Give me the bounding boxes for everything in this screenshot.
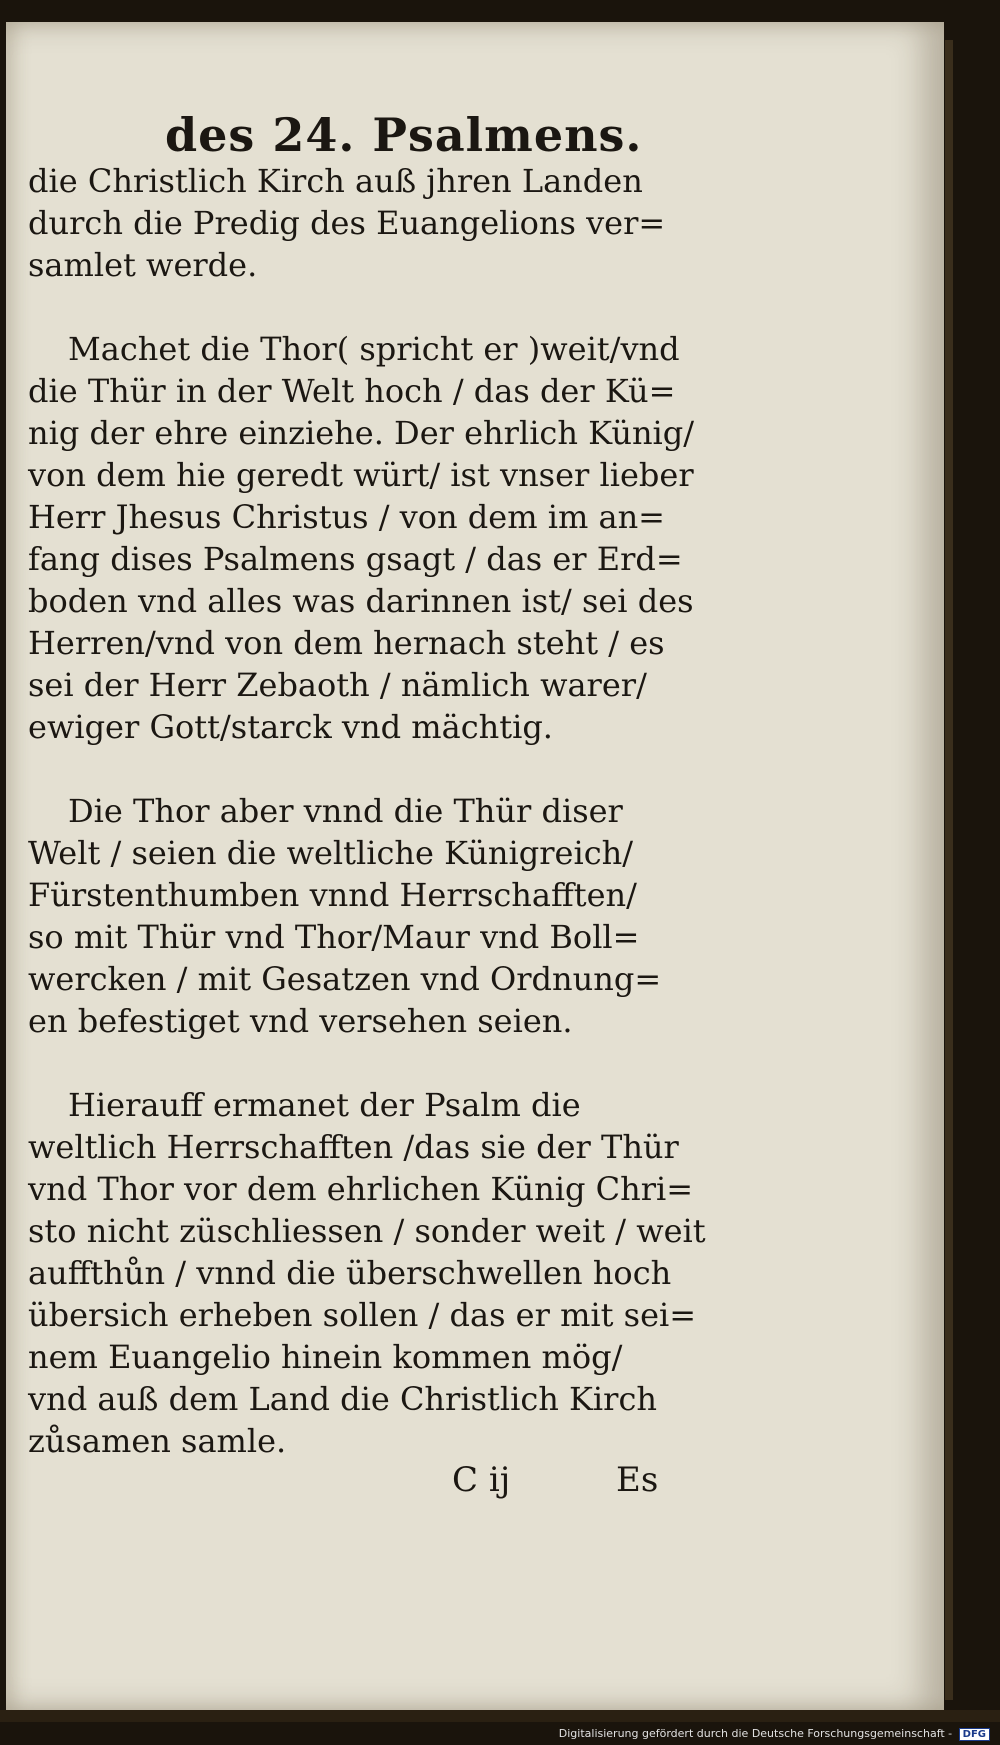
text-line: die Thür in der Welt hoch / das der Kü= (28, 372, 676, 410)
text-line: vnd auß dem Land die Christlich Kirch (28, 1380, 657, 1418)
page-bottom-edge (0, 1710, 1000, 1722)
text-line: en befestiget vnd versehen seien. (28, 1002, 573, 1040)
text-line: boden vnd alles was darinnen ist/ sei des (28, 582, 694, 620)
text-line: sei der Herr Zebaoth / nämlich warer/ (28, 666, 647, 704)
text-line: durch die Predig des Euangelions ver= (28, 204, 666, 242)
text-line: Fürstenthumben vnnd Herrschafften/ (28, 876, 637, 914)
paragraph-4 (28, 1084, 706, 1462)
dfg-logo: DFG (959, 1728, 990, 1741)
credit-text: Digitalisierung gefördert durch die Deutsche Forschungsgemeinschaft - (558, 1727, 953, 1740)
running-head: des 24. Psalmens. (165, 108, 643, 162)
body-text (28, 160, 706, 1504)
digitization-credit (559, 1727, 990, 1741)
text-line: wercken / mit Gesatzen vnd Ordnung= (28, 960, 662, 998)
text-line: Die Thor aber vnnd die Thür diser (68, 792, 623, 830)
text-line: Machet die Thor( spricht er )weit/vnd (68, 330, 680, 368)
text-line: samlet werde. (28, 246, 258, 284)
text-line: ewiger Gott/starck vnd mächtig. (28, 708, 553, 746)
text-line: nem Euangelio hinein kommen mög/ (28, 1338, 623, 1376)
text-line: übersich erheben sollen / das er mit sei= (28, 1296, 697, 1334)
text-line: Hierauff ermanet der Psalm die (68, 1086, 581, 1124)
text-line: so mit Thür vnd Thor/Maur vnd Boll= (28, 918, 640, 956)
paragraph-3 (28, 790, 680, 1042)
text-line: Herr Jhesus Christus / von dem im an= (28, 498, 665, 536)
text-line: Herren/vnd von dem hernach steht / es (28, 624, 665, 662)
text-line: sto nicht züschliessen / sonder weit / weit (28, 1212, 706, 1250)
paragraph-2 (28, 328, 695, 748)
text-line: weltlich Herrschafften /das sie der Thür (28, 1128, 679, 1166)
paragraph-1 (28, 160, 680, 286)
page-edge (945, 40, 953, 1700)
text-line: auffthůn / vnnd die überschwellen hoch (28, 1254, 672, 1292)
text-line: fang dises Psalmens gsagt / das er Erd= (28, 540, 683, 578)
text-line: nig der ehre einziehe. Der ehrlich Künig/ (28, 414, 695, 452)
text-line: Welt / seien die weltliche Künigreich/ (28, 834, 634, 872)
text-line: die Christlich Kirch auß jhren Landen (28, 162, 643, 200)
signature-mark: C ij (452, 1460, 511, 1500)
text-line: zůsamen samle. (28, 1422, 287, 1460)
text-line: vnd Thor vor dem ehrlichen Künig Chri= (28, 1170, 694, 1208)
catchword: Es (616, 1460, 659, 1500)
text-line: von dem hie geredt würt/ ist vnser lieber (28, 456, 694, 494)
